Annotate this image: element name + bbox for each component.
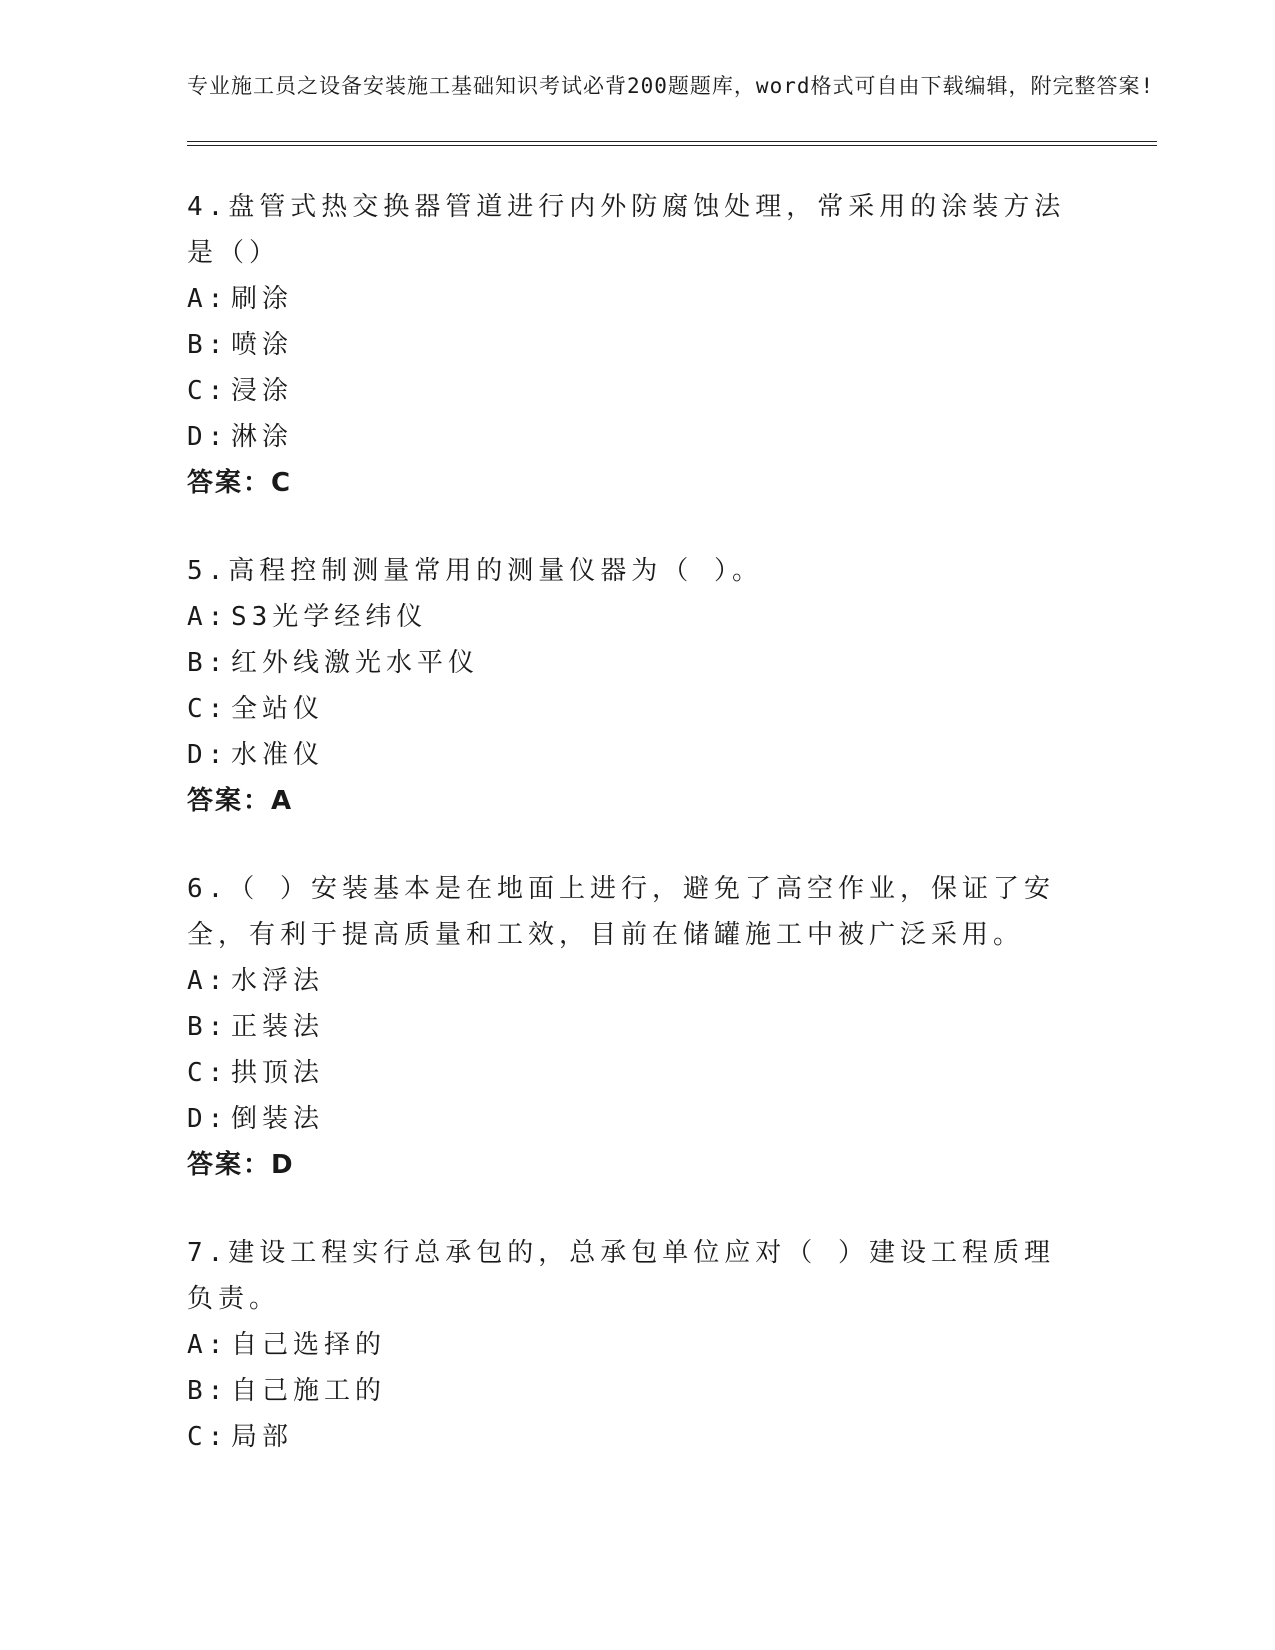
answer-line: 答案：A (187, 786, 294, 816)
option-text: 喷涂 (231, 330, 294, 360)
option-b (187, 1004, 1157, 1050)
option-text: 刷涂 (231, 284, 294, 314)
document-header: 专业施工员之设备安装施工基础知识考试必背200题题库，word格式可自由下载编辑，附完整答案! (187, 74, 1155, 98)
option-label: C: (187, 1058, 229, 1088)
question-item (187, 184, 1157, 506)
option-label: D: (187, 740, 229, 770)
document-page (187, 70, 1157, 1502)
option-c (187, 1050, 1157, 1096)
option-text: 倒装法 (231, 1104, 325, 1134)
question-stem: 5.高程控制测量常用的测量仪器为（ ）。 (187, 556, 763, 586)
option-label: D: (187, 1104, 229, 1134)
question-list (187, 184, 1157, 1460)
option-label: D: (187, 422, 229, 452)
option-c (187, 686, 1157, 732)
option-text: 淋涂 (231, 422, 294, 452)
option-label: C: (187, 694, 229, 724)
option-b (187, 1368, 1157, 1414)
option-text: 水准仪 (231, 740, 325, 770)
option-text: 正装法 (231, 1012, 325, 1042)
option-a (187, 1322, 1157, 1368)
question-item (187, 866, 1157, 1188)
option-label: B: (187, 330, 229, 360)
answer-line: 答案：D (187, 1150, 295, 1180)
option-label: C: (187, 1422, 229, 1452)
question-stem: 6.（ ）安装基本是在地面上进行，避免了高空作业，保证了安全，有利于提高质量和工效，目前在储罐施工中被广泛采用。 (187, 874, 1055, 950)
question-item (187, 548, 1157, 824)
option-label: B: (187, 1012, 229, 1042)
option-text: 局部 (231, 1422, 294, 1452)
question-stem: 7.建设工程实行总承包的，总承包单位应对（ ）建设工程质理负责。 (187, 1238, 1055, 1314)
option-text: 自己施工的 (231, 1376, 387, 1406)
option-text: S3光学经纬仪 (231, 602, 428, 632)
option-text: 自己选择的 (231, 1330, 387, 1360)
option-label: C: (187, 376, 229, 406)
option-label: A: (187, 1330, 229, 1360)
header-divider (187, 141, 1157, 146)
divider-line-bottom (187, 145, 1157, 146)
question-stem: 4.盘管式热交换器管道进行内外防腐蚀处理，常采用的涂装方法是（） (187, 192, 1066, 268)
option-text: 水浮法 (231, 966, 325, 996)
option-label: B: (187, 648, 229, 678)
option-label: A: (187, 966, 229, 996)
option-text: 红外线激光水平仪 (231, 648, 480, 678)
option-a (187, 276, 1157, 322)
question-item (187, 1230, 1157, 1460)
option-d (187, 414, 1157, 460)
option-d (187, 1096, 1157, 1142)
option-text: 全站仪 (231, 694, 325, 724)
option-text: 浸涂 (231, 376, 294, 406)
option-label: A: (187, 284, 229, 314)
option-text: 拱顶法 (231, 1058, 325, 1088)
option-c (187, 368, 1157, 414)
option-b (187, 640, 1157, 686)
option-label: A: (187, 602, 229, 632)
option-a (187, 958, 1157, 1004)
option-d (187, 732, 1157, 778)
option-b (187, 322, 1157, 368)
option-label: B: (187, 1376, 229, 1406)
answer-line: 答案：C (187, 468, 293, 498)
divider-line-top (187, 141, 1157, 142)
option-a (187, 594, 1157, 640)
option-c (187, 1414, 1157, 1460)
